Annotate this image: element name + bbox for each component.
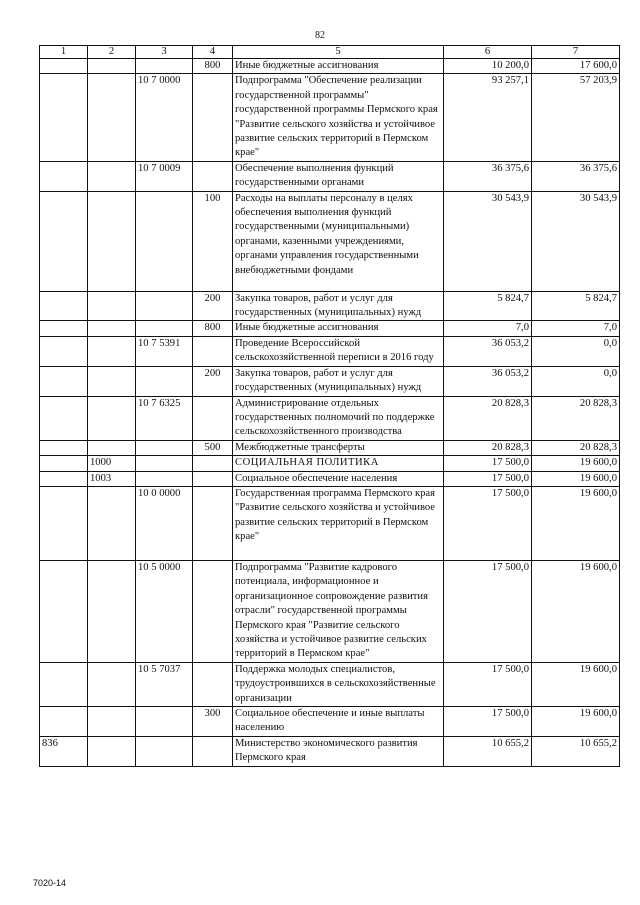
col-header-1: 1 <box>40 46 88 59</box>
description: Поддержка молодых специалистов, трудоустроившихся в сельскохозяйственные организации <box>233 662 444 706</box>
col-header-6: 6 <box>444 46 532 59</box>
section-code <box>88 707 136 737</box>
amount-col6: 36 053,2 <box>444 366 532 396</box>
amount-col6: 10 655,2 <box>444 736 532 766</box>
amount-col7: 57 203,9 <box>532 74 620 161</box>
amount-col7: 19 600,0 <box>532 471 620 486</box>
col-header-2: 2 <box>88 46 136 59</box>
amount-col6: 17 500,0 <box>444 662 532 706</box>
expense-type-code <box>193 736 233 766</box>
page-number: 82 <box>315 30 325 41</box>
target-code: 10 0 0000 <box>136 486 193 560</box>
expense-type-code <box>193 74 233 161</box>
target-code: 10 5 7037 <box>136 662 193 706</box>
target-code <box>136 366 193 396</box>
expense-type-code: 300 <box>193 707 233 737</box>
expense-type-code: 200 <box>193 366 233 396</box>
target-code: 10 5 0000 <box>136 560 193 662</box>
header-row <box>40 46 620 59</box>
admin-code <box>40 59 88 74</box>
table-row <box>40 736 620 766</box>
section-code <box>88 59 136 74</box>
target-code <box>136 707 193 737</box>
amount-col7: 10 655,2 <box>532 736 620 766</box>
description: Иные бюджетные ассигнования <box>233 321 444 336</box>
amount-col6: 36 053,2 <box>444 336 532 366</box>
table-row <box>40 366 620 396</box>
table-row <box>40 560 620 662</box>
section-code: 1003 <box>88 471 136 486</box>
table-row <box>40 440 620 455</box>
table-row <box>40 74 620 161</box>
target-code <box>136 191 193 291</box>
admin-code <box>40 191 88 291</box>
admin-code <box>40 366 88 396</box>
admin-code <box>40 471 88 486</box>
table-row <box>40 336 620 366</box>
amount-col7: 0,0 <box>532 366 620 396</box>
amount-col6: 10 200,0 <box>444 59 532 74</box>
description: Министерство экономического развития Пермского края <box>233 736 444 766</box>
amount-col6: 36 375,6 <box>444 161 532 191</box>
table-row <box>40 486 620 560</box>
admin-code <box>40 321 88 336</box>
table-row <box>40 161 620 191</box>
expense-type-code: 100 <box>193 191 233 291</box>
target-code <box>136 471 193 486</box>
admin-code <box>40 662 88 706</box>
amount-col7: 7,0 <box>532 321 620 336</box>
target-code: 10 7 0000 <box>136 74 193 161</box>
amount-col6: 17 500,0 <box>444 707 532 737</box>
amount-col6: 17 500,0 <box>444 456 532 471</box>
section-code <box>88 74 136 161</box>
admin-code <box>40 486 88 560</box>
section-code <box>88 366 136 396</box>
expense-type-code: 800 <box>193 321 233 336</box>
amount-col7: 36 375,6 <box>532 161 620 191</box>
col-header-3: 3 <box>136 46 193 59</box>
admin-code <box>40 440 88 455</box>
table-row <box>40 456 620 471</box>
section-code <box>88 396 136 440</box>
admin-code <box>40 396 88 440</box>
table-row <box>40 471 620 486</box>
target-code <box>136 736 193 766</box>
description: Подпрограмма "Обеспечение реализации государственной программы" государственной программы Пермского края "Развитие сельского хозяйства и устойчивое развитие сельских территорий в Пермском крае" <box>233 74 444 161</box>
amount-col7: 30 543,9 <box>532 191 620 291</box>
col-header-5: 5 <box>233 46 444 59</box>
amount-col6: 93 257,1 <box>444 74 532 161</box>
description: СОЦИАЛЬНАЯ ПОЛИТИКА <box>233 456 444 471</box>
description: Администрирование отдельных государственных полномочий по поддержке сельскохозяйственного производства <box>233 396 444 440</box>
target-code <box>136 456 193 471</box>
section-code <box>88 662 136 706</box>
section-code <box>88 291 136 321</box>
amount-col7: 20 828,3 <box>532 396 620 440</box>
amount-col6: 5 824,7 <box>444 291 532 321</box>
table-row <box>40 191 620 291</box>
amount-col6: 20 828,3 <box>444 396 532 440</box>
admin-code <box>40 161 88 191</box>
col-header-4: 4 <box>193 46 233 59</box>
description: Расходы на выплаты персоналу в целях обеспечения выполнения функций государственными (муниципальными) органами, казенными учреждениями, органами управления государственными внебюджетными фондами <box>233 191 444 291</box>
section-code <box>88 191 136 291</box>
col-header-7: 7 <box>532 46 620 59</box>
description: Иные бюджетные ассигнования <box>233 59 444 74</box>
amount-col7: 20 828,3 <box>532 440 620 455</box>
amount-col6: 7,0 <box>444 321 532 336</box>
amount-col7: 19 600,0 <box>532 486 620 560</box>
expense-type-code <box>193 560 233 662</box>
section-code <box>88 486 136 560</box>
admin-code <box>40 707 88 737</box>
section-code <box>88 736 136 766</box>
target-code: 10 7 6325 <box>136 396 193 440</box>
description: Социальное обеспечение и иные выплаты населению <box>233 707 444 737</box>
description: Межбюджетные трансферты <box>233 440 444 455</box>
admin-code <box>40 456 88 471</box>
expense-type-code: 200 <box>193 291 233 321</box>
table-row <box>40 707 620 737</box>
admin-code: 836 <box>40 736 88 766</box>
amount-col7: 19 600,0 <box>532 662 620 706</box>
table-row <box>40 396 620 440</box>
target-code: 10 7 5391 <box>136 336 193 366</box>
expense-type-code: 500 <box>193 440 233 455</box>
target-code <box>136 59 193 74</box>
section-code <box>88 161 136 191</box>
amount-col7: 17 600,0 <box>532 59 620 74</box>
expense-type-code <box>193 471 233 486</box>
amount-col7: 0,0 <box>532 336 620 366</box>
description: Обеспечение выполнения функций государственными органами <box>233 161 444 191</box>
amount-col7: 19 600,0 <box>532 456 620 471</box>
expense-type-code <box>193 456 233 471</box>
table-row <box>40 662 620 706</box>
section-code <box>88 336 136 366</box>
section-code <box>88 560 136 662</box>
description: Подпрограмма "Развитие кадрового потенциала, информационное и организационное сопровождение развития отрасли" государственной программы Пермского края "Развитие сельского хозяйства и устойчивое развитие сельских территорий в Пермском крае" <box>233 560 444 662</box>
amount-col7: 19 600,0 <box>532 560 620 662</box>
document-code: 7020-14 <box>33 878 67 888</box>
admin-code <box>40 291 88 321</box>
budget-table <box>39 45 620 767</box>
target-code <box>136 321 193 336</box>
target-code: 10 7 0009 <box>136 161 193 191</box>
expense-type-code <box>193 396 233 440</box>
table-row <box>40 321 620 336</box>
admin-code <box>40 560 88 662</box>
table-row <box>40 291 620 321</box>
expense-type-code <box>193 161 233 191</box>
description: Закупка товаров, работ и услуг для государственных (муниципальных) нужд <box>233 366 444 396</box>
amount-col7: 5 824,7 <box>532 291 620 321</box>
section-code <box>88 321 136 336</box>
expense-type-code: 800 <box>193 59 233 74</box>
amount-col6: 20 828,3 <box>444 440 532 455</box>
description: Государственная программа Пермского края "Развитие сельского хозяйства и устойчивое развитие сельских территорий в Пермском крае" <box>233 486 444 560</box>
amount-col6: 17 500,0 <box>444 560 532 662</box>
table-row <box>40 59 620 74</box>
admin-code <box>40 336 88 366</box>
expense-type-code <box>193 486 233 560</box>
expense-type-code <box>193 336 233 366</box>
amount-col6: 17 500,0 <box>444 471 532 486</box>
amount-col6: 17 500,0 <box>444 486 532 560</box>
target-code <box>136 291 193 321</box>
amount-col7: 19 600,0 <box>532 707 620 737</box>
description: Закупка товаров, работ и услуг для государственных (муниципальных) нужд <box>233 291 444 321</box>
description: Проведение Всероссийской сельскохозяйственной переписи в 2016 году <box>233 336 444 366</box>
section-code: 1000 <box>88 456 136 471</box>
section-code <box>88 440 136 455</box>
admin-code <box>40 74 88 161</box>
description: Социальное обеспечение населения <box>233 471 444 486</box>
amount-col6: 30 543,9 <box>444 191 532 291</box>
target-code <box>136 440 193 455</box>
expense-type-code <box>193 662 233 706</box>
